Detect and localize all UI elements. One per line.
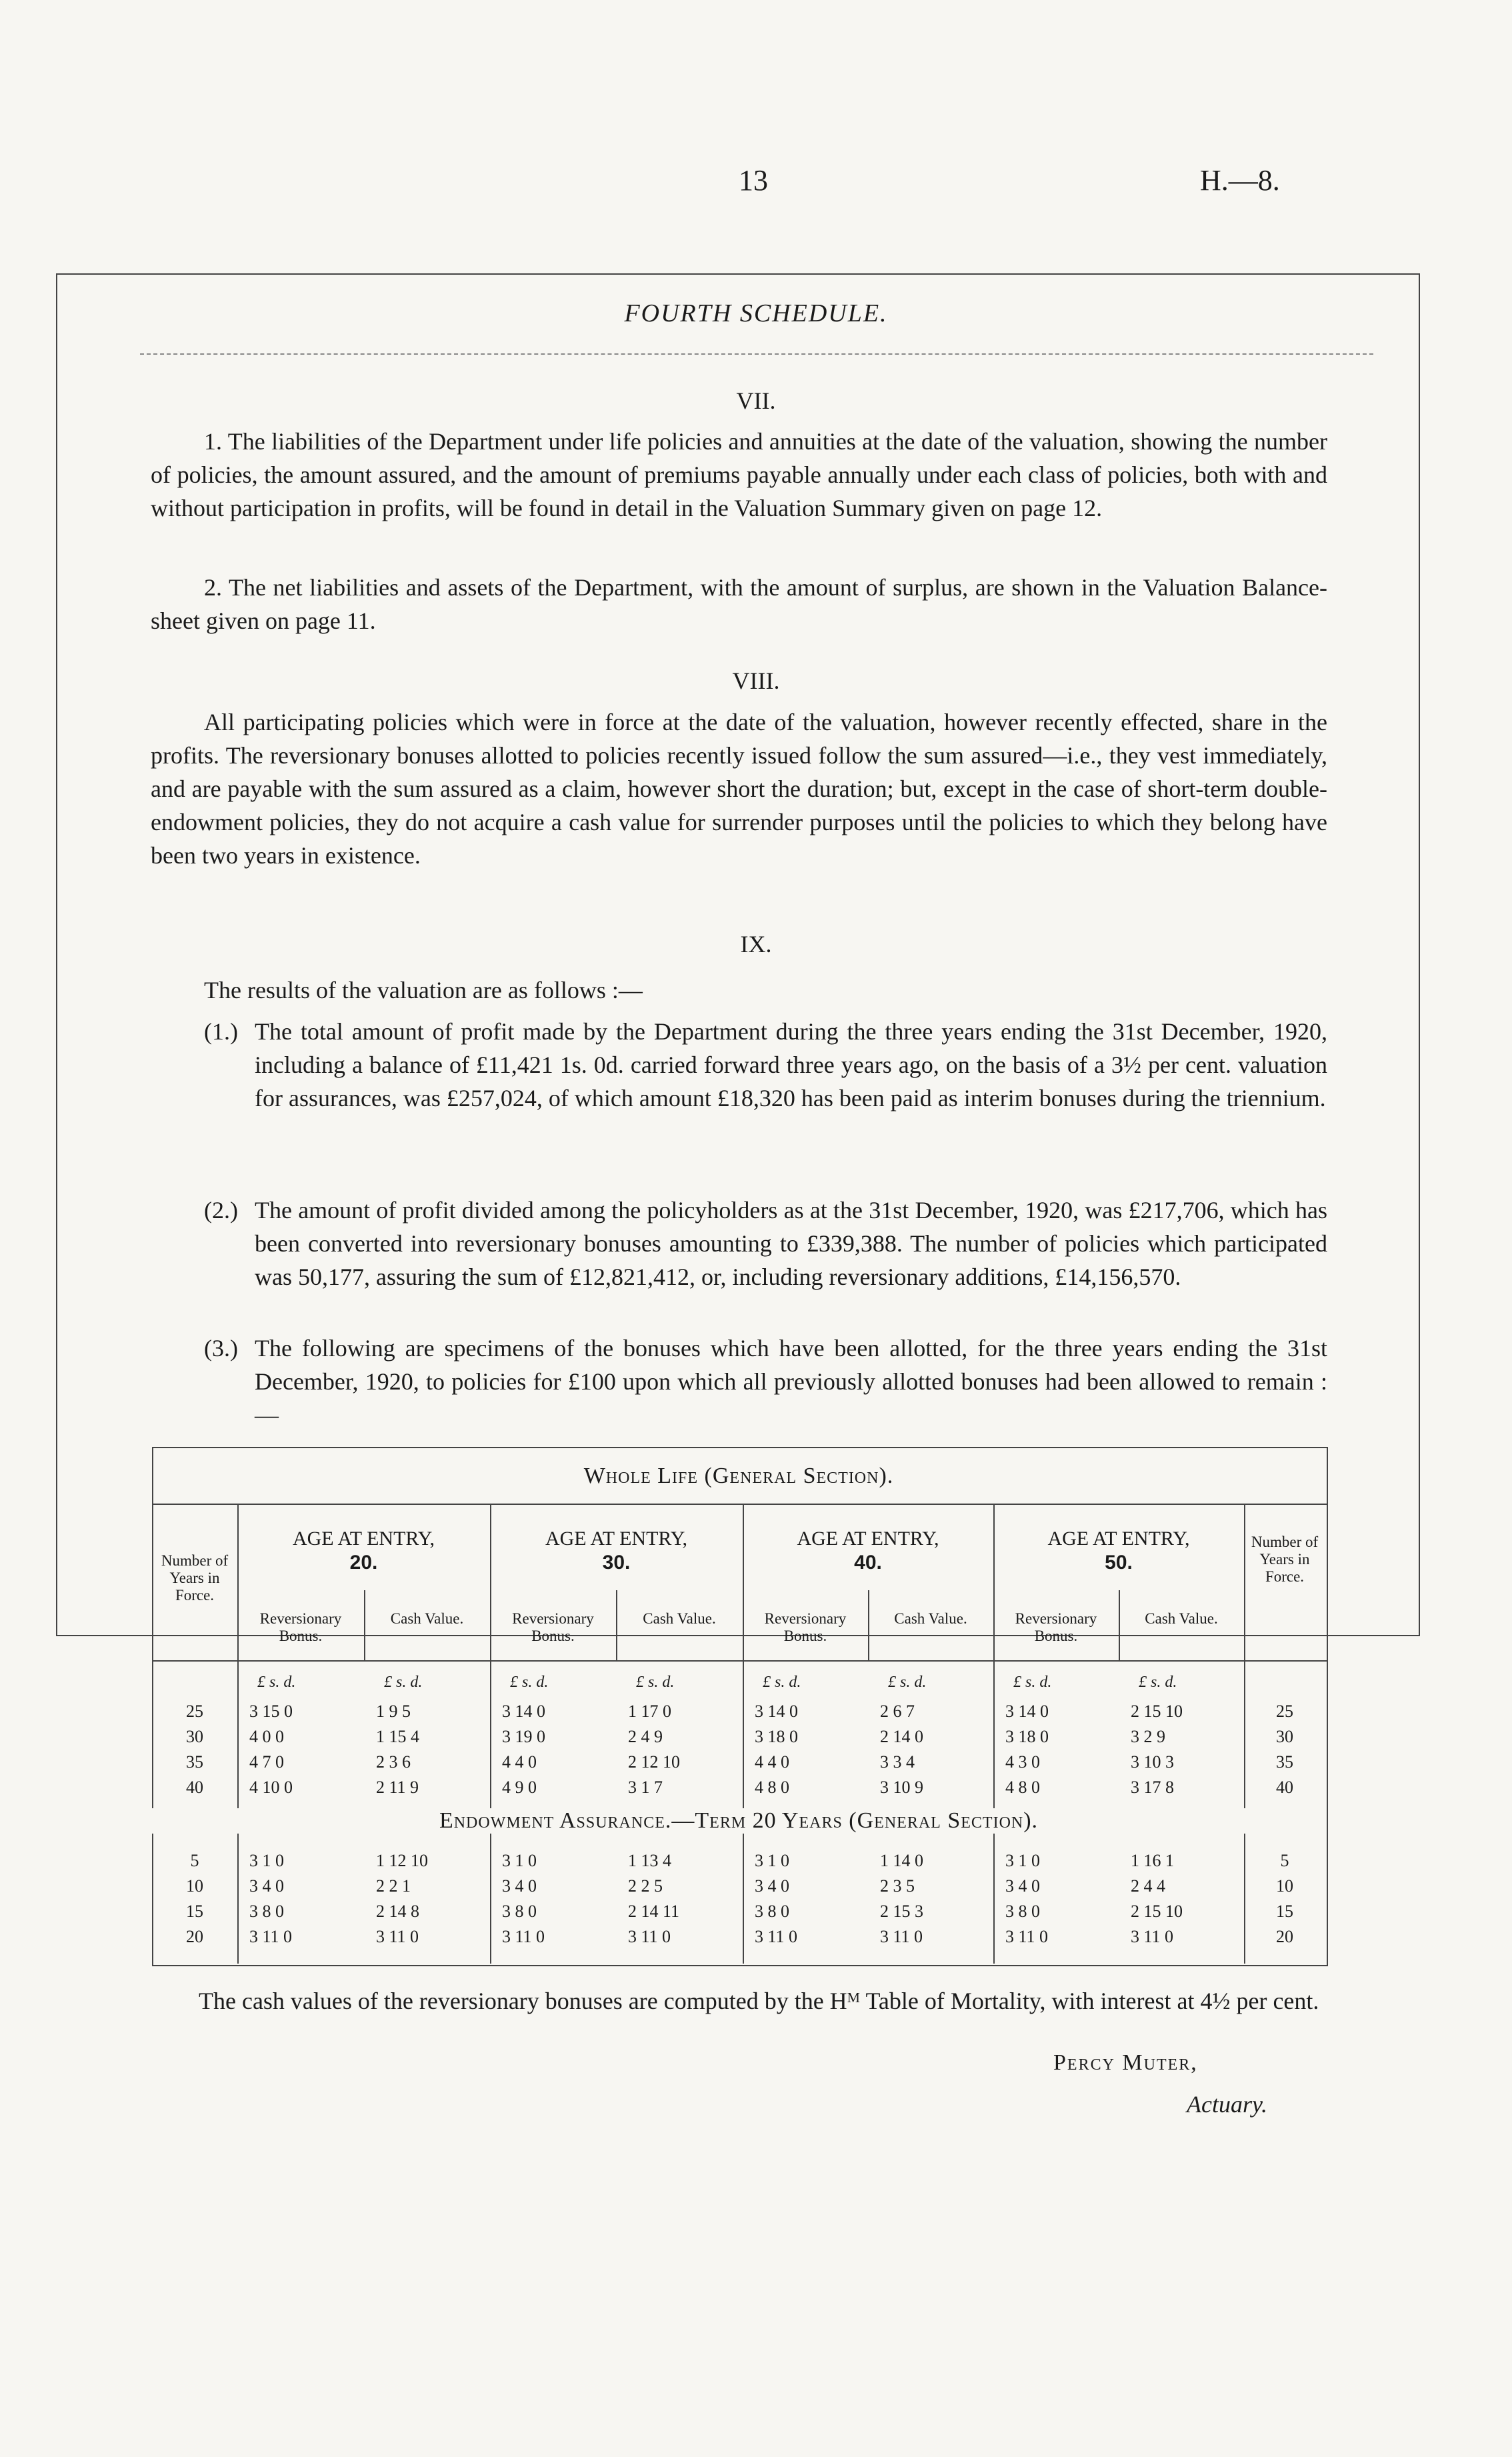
- years-in-force: 35: [186, 1752, 203, 1772]
- table-cell: 3 2 9: [1131, 1727, 1165, 1746]
- paragraph-vii-2: 2. The net liabilities and assets of the Department, with the amount of surplus, are shown in the Valuation Balance-sheet given on page 11.: [151, 574, 1327, 634]
- years-in-force: 5: [1280, 1851, 1289, 1870]
- years-in-force: 30: [1276, 1727, 1293, 1746]
- table-cell: 4 10 0: [249, 1778, 293, 1797]
- table-cell: 2 15 10: [1131, 1702, 1183, 1721]
- currency-label: £ s. d.: [888, 1674, 927, 1691]
- table-cell: 3 11 0: [376, 1927, 419, 1946]
- footnote-text: The cash values of the reversionary bonuses are computed by the Hᴹ Table of Mortality, with interest at 4½ per cent.: [199, 1988, 1319, 2014]
- table-cell: 3 18 0: [1005, 1727, 1049, 1746]
- table-cell: 4 0 0: [249, 1727, 284, 1746]
- table-cell: 2 11 9: [376, 1778, 419, 1797]
- table-cell: 3 11 0: [502, 1927, 545, 1946]
- age-value: 40.: [854, 1552, 882, 1574]
- table-cell: 4 4 0: [755, 1752, 789, 1772]
- table-cell: 2 4 4: [1131, 1876, 1165, 1896]
- age-group-40: [743, 1527, 993, 1575]
- signature-title: Actuary.: [1187, 2091, 1267, 2118]
- years-in-force: 30: [186, 1727, 203, 1746]
- table-cell: 3 11 0: [628, 1927, 671, 1946]
- table-cell: 4 8 0: [1005, 1778, 1040, 1797]
- table-cell: 2 3 6: [376, 1752, 411, 1772]
- subheader-bonus: Reversionary Bonus.: [1015, 1610, 1097, 1644]
- currency-label: £ s. d.: [384, 1674, 423, 1691]
- table-cell: 2 12 10: [628, 1752, 680, 1772]
- table-cell: 2 14 8: [376, 1902, 419, 1921]
- years-in-force: 10: [186, 1876, 203, 1896]
- currency-label: £ s. d.: [257, 1674, 296, 1691]
- subheader-bonus: Reversionary Bonus.: [259, 1610, 342, 1644]
- age-label: AGE AT ENTRY,: [292, 1528, 435, 1550]
- schedule-title: FOURTH SCHEDULE.: [624, 299, 888, 327]
- table-rule: [152, 1660, 1327, 1662]
- years-in-force: 15: [186, 1902, 203, 1921]
- table-cell: 3 1 7: [628, 1778, 663, 1797]
- table-title-whole-life: Whole Life (General Section).: [583, 1464, 894, 1488]
- age-group-50: [993, 1527, 1244, 1575]
- table-cell: 3 8 0: [249, 1902, 284, 1921]
- section-heading-viii: VIII.: [732, 667, 780, 694]
- table-cell: 2 2 5: [628, 1876, 663, 1896]
- table-cell: 3 14 0: [1005, 1702, 1049, 1721]
- age-group-30: [490, 1527, 743, 1575]
- table-cell: 4 4 0: [502, 1752, 537, 1772]
- years-in-force: 20: [1276, 1927, 1293, 1946]
- table-cell: 2 6 7: [880, 1702, 915, 1721]
- subheader-cash: Cash Value.: [643, 1610, 716, 1627]
- years-in-force: 40: [186, 1778, 203, 1797]
- age-value: 30.: [602, 1552, 631, 1574]
- table-cell: 3 4 0: [502, 1876, 537, 1896]
- years-in-force: 5: [190, 1851, 199, 1870]
- table-cell: 2 14 11: [628, 1902, 680, 1921]
- table-cell: 3 11 0: [1131, 1927, 1174, 1946]
- table-cell: 3 8 0: [755, 1902, 789, 1921]
- title-rule: [140, 353, 1373, 355]
- years-in-force: 10: [1276, 1876, 1293, 1896]
- years-in-force: 40: [1276, 1778, 1293, 1797]
- years-in-force: 15: [1276, 1902, 1293, 1921]
- age-group-20: [237, 1527, 490, 1575]
- subheader-bonus: Reversionary Bonus.: [512, 1610, 594, 1644]
- table-cell: 3 10 9: [880, 1778, 923, 1797]
- signature-name: Percy Muter,: [1053, 2050, 1198, 2075]
- age-value: 50.: [1105, 1552, 1133, 1574]
- table-cell: 3 3 4: [880, 1752, 915, 1772]
- list-item: [204, 1015, 1327, 1188]
- currency-label: £ s. d.: [1139, 1674, 1177, 1691]
- table-cell: 3 18 0: [755, 1727, 798, 1746]
- table-cell: 3 17 8: [1131, 1778, 1174, 1797]
- table-cell: 3 4 0: [249, 1876, 284, 1896]
- table-cell: 3 14 0: [755, 1702, 798, 1721]
- table-cell: 3 11 0: [249, 1927, 293, 1946]
- table-title-endowment: Endowment Assurance.—Term 20 Years (General Section).: [152, 1808, 1325, 1834]
- years-in-force: 25: [1276, 1702, 1293, 1721]
- currency-label: £ s. d.: [510, 1674, 549, 1691]
- list-item: [204, 1193, 1327, 1334]
- list-item-number: (2.): [204, 1197, 238, 1223]
- table-cell: 3 19 0: [502, 1727, 545, 1746]
- table-cell: 1 13 4: [628, 1851, 671, 1870]
- paragraph-vii-1: 1. The liabilities of the Department under life policies and annuities at the date of the valuation, showing the number of policies, the amount assured, and the amount of premiums payable annually under each class of policies, both with and without participation in profits, will be found in detail in the Valuation Summary given on page 12.: [151, 428, 1327, 521]
- currency-label: £ s. d.: [1013, 1674, 1052, 1691]
- years-in-force: 25: [186, 1702, 203, 1721]
- age-label: AGE AT ENTRY,: [545, 1528, 688, 1550]
- table-cell: 1 14 0: [880, 1851, 923, 1870]
- header-years-left: Number of Years in Force.: [161, 1552, 229, 1604]
- subheader-cash: Cash Value.: [390, 1610, 464, 1627]
- table-cell: 3 11 0: [1005, 1927, 1049, 1946]
- table-cell: 4 7 0: [249, 1752, 284, 1772]
- table-cell: 3 10 3: [1131, 1752, 1174, 1772]
- subheader-cash: Cash Value.: [1145, 1610, 1218, 1627]
- table-cell: 3 4 0: [755, 1876, 789, 1896]
- list-item-text: The amount of profit divided among the policyholders as at the 31st December, 1920, was £217,706, which has been converted into reversionary bonuses amounting to £339,388. The number of policies which participated was 50,177, assuring the sum of £12,821,412, or, including reversionary additions, £14,156,570.: [255, 1197, 1327, 1290]
- paragraph-ix-intro: The results of the valuation are as follows :—: [204, 977, 643, 1003]
- list-item-text: The total amount of profit made by the Department during the three years ending the 31st December, 1920, including a balance of £11,421 1s. 0d. carried forward three years ago, on the basis of a 3½ per cent. valuation for assurances, was £257,024, of which amount £18,320 has been paid as interim bonuses during the triennium.: [255, 1018, 1327, 1111]
- table-cell: 2 2 1: [376, 1876, 411, 1896]
- years-in-force: 35: [1276, 1752, 1293, 1772]
- table-cell: 3 11 0: [880, 1927, 923, 1946]
- table-cell: 3 11 0: [755, 1927, 798, 1946]
- header-years-right: Number of Years in Force.: [1251, 1534, 1319, 1585]
- table-cell: 1 16 1: [1131, 1851, 1174, 1870]
- page-reference: H.—8.: [1200, 164, 1280, 197]
- table-cell: 1 17 0: [628, 1702, 671, 1721]
- table-cell: 3 1 0: [755, 1851, 789, 1870]
- table-cell: 2 3 5: [880, 1876, 915, 1896]
- section-heading-ix: IX.: [740, 931, 772, 957]
- table-cell: 1 12 10: [376, 1851, 428, 1870]
- table-cell: 2 15 10: [1131, 1902, 1183, 1921]
- years-in-force: 20: [186, 1927, 203, 1946]
- table-cell: 3 14 0: [502, 1702, 545, 1721]
- subheader-bonus: Reversionary Bonus.: [764, 1610, 847, 1644]
- table-cell: 1 15 4: [376, 1727, 419, 1746]
- table-cell: 4 9 0: [502, 1778, 537, 1797]
- currency-label: £ s. d.: [763, 1674, 801, 1691]
- age-value: 20.: [349, 1552, 378, 1574]
- table-cell: 3 15 0: [249, 1702, 293, 1721]
- table-cell: 2 4 9: [628, 1727, 663, 1746]
- table-cell: 4 8 0: [755, 1778, 789, 1797]
- table-cell: 3 1 0: [249, 1851, 284, 1870]
- age-label: AGE AT ENTRY,: [1047, 1528, 1190, 1550]
- table-cell: 3 8 0: [502, 1902, 537, 1921]
- page-number: 13: [739, 164, 768, 197]
- table-cell: 3 1 0: [502, 1851, 537, 1870]
- list-item-number: (3.): [204, 1335, 238, 1362]
- subheader-cash: Cash Value.: [894, 1610, 967, 1627]
- table-rule: [152, 1504, 1327, 1505]
- table-cell: 3 4 0: [1005, 1876, 1040, 1896]
- age-label: AGE AT ENTRY,: [797, 1528, 939, 1550]
- currency-label: £ s. d.: [636, 1674, 675, 1691]
- table-cell: 3 1 0: [1005, 1851, 1040, 1870]
- list-item-text: The following are specimens of the bonuses which have been allotted, for the three years ending the 31st December, 1920, to policies for £100 upon which all previously allotted bonuses had been allowed to remain :—: [255, 1335, 1327, 1428]
- section-heading-vii: VII.: [736, 387, 776, 414]
- table-cell: 2 14 0: [880, 1727, 923, 1746]
- paragraph-viii: All participating policies which were in force at the date of the valuation, however recently effected, share in the profits. The reversionary bonuses allotted to policies recently issued follow the sum assured—i.e., they vest immediately, and are payable with the sum assured as a claim, however short the duration; but, except in the case of short-term double-endowment policies, they do not acquire a cash value for surrender purposes until the policies to which they belong have been two years in existence.: [151, 709, 1327, 869]
- table-cell: 4 3 0: [1005, 1752, 1040, 1772]
- footnote: [199, 1984, 1332, 2018]
- list-item-number: (1.): [204, 1018, 238, 1045]
- table-cell: 1 9 5: [376, 1702, 411, 1721]
- table-cell: 3 8 0: [1005, 1902, 1040, 1921]
- table-cell: 2 15 3: [880, 1902, 923, 1921]
- list-item: [204, 1332, 1327, 1438]
